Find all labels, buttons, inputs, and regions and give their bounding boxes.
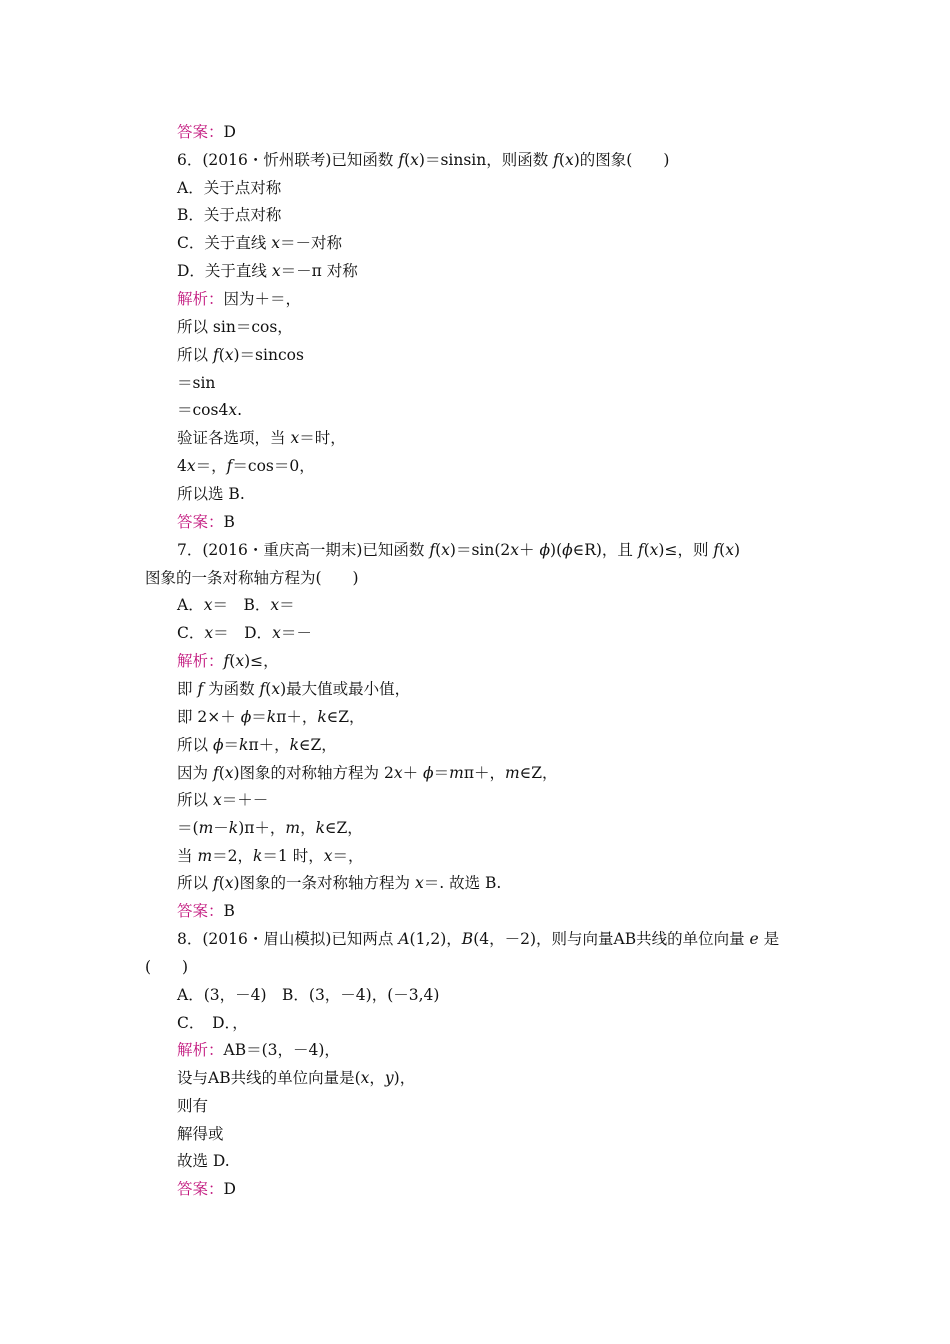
text-run: ＝－π 对称 [280, 262, 358, 280]
text-line [177, 540, 740, 560]
text-run: x [271, 262, 281, 280]
text-run: B [223, 902, 235, 920]
text-line [145, 568, 359, 588]
text-run: x [360, 1069, 370, 1087]
text-run: B [223, 513, 235, 531]
text-run: x [224, 764, 234, 782]
text-run: x [649, 541, 659, 559]
text-line [177, 929, 779, 949]
text-run: 验证各选项，当 [177, 429, 291, 447]
text-run: k [315, 819, 326, 837]
text-run: m [505, 764, 520, 782]
text-run: ( [229, 652, 236, 670]
text-run: D [223, 1180, 236, 1198]
text-line [177, 345, 304, 365]
text-line [177, 400, 242, 420]
text-line [177, 707, 365, 727]
text-run: f [212, 346, 219, 364]
text-run: ， [369, 1069, 385, 1087]
text-run: － [213, 819, 229, 837]
text-line [177, 679, 410, 699]
text-run: x [414, 874, 424, 892]
text-run: 是 [758, 930, 780, 948]
text-run: C．关于直线 [177, 234, 272, 252]
text-run: π＋， [276, 708, 318, 726]
text-run: )图象的一条对称轴方程为 [233, 874, 415, 892]
text-run: 6．(2016・忻州联考)已知函数 [177, 151, 399, 169]
text-run: π＋， [248, 736, 290, 754]
text-run: 当 [177, 847, 198, 865]
text-line [177, 1124, 224, 1144]
text-run: ∈Z， [326, 708, 365, 726]
text-run: 即 2×＋ [177, 708, 241, 726]
text-run: 则有 [177, 1097, 209, 1115]
text-line [177, 1040, 340, 1060]
text-run: B．关于点对称 [177, 206, 282, 224]
text-run: ＋ [402, 764, 424, 782]
text-run: ϕ [562, 541, 573, 559]
text-run: ( [435, 541, 442, 559]
text-run: ∈Z， [519, 764, 558, 782]
text-line [177, 1179, 236, 1199]
text-line [177, 484, 245, 504]
text-run: ( [643, 541, 650, 559]
text-run: 8．(2016・眉山模拟)已知两点 [177, 930, 399, 948]
text-run: ＝cos＝0， [232, 457, 315, 475]
text-run: ( [218, 874, 225, 892]
text-line [177, 985, 439, 1005]
text-run: 所以 [177, 874, 213, 892]
text-run: f [212, 874, 219, 892]
text-line [177, 1151, 230, 1171]
text-run: )≤，则 [658, 541, 714, 559]
text-run: 即 [177, 680, 198, 698]
text-run: x [204, 624, 214, 642]
text-run: ( [719, 541, 726, 559]
text-run: k [317, 708, 327, 726]
text-run: f [259, 680, 266, 698]
text-run: ( [558, 151, 565, 169]
text-run: )的图象( ) [573, 151, 670, 169]
text-run: x [725, 541, 734, 559]
text-run: k [239, 736, 249, 754]
text-run: 因为＋＝， [223, 290, 302, 308]
text-run: ( ) [145, 958, 189, 976]
text-line [177, 901, 235, 921]
text-run: x [270, 596, 280, 614]
text-run: )＝sinsin，则函数 [418, 151, 554, 169]
text-run: ＝sin [177, 374, 216, 392]
answer-label: 答案： [177, 123, 224, 141]
text-run: ( [265, 680, 272, 698]
text-run: ＝， [195, 457, 227, 475]
text-run: f [212, 764, 219, 782]
text-run: x [212, 791, 222, 809]
text-run: 解得或 [177, 1125, 224, 1143]
answer-label: 答案： [177, 902, 224, 920]
text-run: )图象的对称轴方程为 2 [233, 764, 394, 782]
text-run: ＝－ [280, 624, 312, 642]
text-run: 7．(2016・重庆高一期末)已知函数 [177, 541, 430, 559]
text-run: x [290, 429, 300, 447]
text-run: x [271, 234, 281, 252]
text-run: 图象的一条对称轴方程为( ) [145, 569, 359, 587]
text-run: )＝sincos [233, 346, 304, 364]
text-run: ＝ B． [212, 596, 271, 614]
text-run: f [197, 680, 204, 698]
text-run: C． [177, 624, 205, 642]
text-line [177, 456, 315, 476]
text-run: m [198, 819, 214, 837]
text-run: ( [404, 151, 411, 169]
answer-label: 答案： [177, 513, 224, 531]
text-run: x [272, 624, 281, 642]
text-line [177, 233, 342, 253]
answer-label: 解析： [177, 290, 224, 308]
text-run: ＝ [433, 764, 450, 782]
answer-label: 解析： [177, 652, 224, 670]
text-run: f [553, 151, 559, 169]
text-run: )， [393, 1069, 416, 1087]
text-run: ＝. 故选 B. [423, 874, 502, 892]
text-run: A [398, 930, 410, 948]
text-run: B [461, 930, 474, 948]
text-run: 故选 D. [177, 1152, 230, 1170]
text-run: f [429, 541, 436, 559]
text-run: AB＝(3，－4)， [223, 1041, 340, 1059]
text-run: D．关于直线 [177, 262, 272, 280]
text-run: ＝ [251, 708, 267, 726]
text-run: 设与AB共线的单位向量是( [177, 1069, 361, 1087]
text-line [177, 623, 312, 643]
text-run: m [449, 764, 464, 782]
text-run: 为函数 [203, 680, 260, 698]
text-line [177, 289, 301, 309]
text-line [177, 205, 281, 225]
text-run: k [228, 819, 239, 837]
text-run: ＝cos4 [177, 401, 229, 419]
text-run: ＝ D． [213, 624, 273, 642]
text-run: ＝时， [299, 429, 346, 447]
text-line [177, 150, 669, 170]
text-run: ＝( [177, 819, 199, 837]
text-line [145, 957, 188, 977]
text-run: ＝， [332, 847, 364, 865]
text-run: 所以选 B. [177, 485, 245, 503]
text-run: f [398, 151, 405, 169]
text-run: )最大值或最小值， [280, 680, 411, 698]
text-run: ϕ [423, 764, 434, 782]
text-run: ( [218, 764, 225, 782]
text-run: x [271, 680, 281, 698]
text-run: 所以 sin＝cos， [177, 318, 293, 336]
text-line [177, 846, 363, 866]
text-run: x [186, 457, 196, 475]
answer-label: 答案： [177, 1180, 224, 1198]
text-run: x [224, 874, 234, 892]
text-run: x [441, 541, 450, 559]
text-run: ) [733, 541, 740, 559]
text-line [177, 1013, 248, 1033]
text-line [177, 373, 215, 393]
text-run: ∈Z， [325, 819, 363, 837]
text-run: x [323, 847, 333, 865]
text-run: )π＋， [238, 819, 286, 837]
text-run: D [223, 123, 236, 141]
text-run: π＋， [463, 764, 506, 782]
text-run: ＋ [519, 541, 540, 559]
text-run: x [224, 346, 234, 364]
text-run: 因为 [177, 764, 213, 782]
text-run: f [637, 541, 644, 559]
text-run: ＝2， [212, 847, 254, 865]
text-run: ＝1 时， [262, 847, 324, 865]
text-run: f [223, 652, 230, 670]
text-line [177, 261, 358, 281]
text-run: e [749, 930, 759, 948]
text-run: ＝ [279, 596, 295, 614]
text-line [177, 1068, 415, 1088]
text-run: k [266, 708, 277, 726]
text-line [177, 512, 235, 532]
text-run: x [564, 151, 574, 169]
text-line [177, 790, 268, 810]
text-run: f [226, 457, 233, 475]
text-run: ＝ [223, 736, 240, 754]
text-run: )≤， [244, 652, 279, 670]
text-line [177, 735, 337, 755]
text-line [177, 595, 295, 615]
text-run: x [203, 596, 213, 614]
text-line [177, 873, 501, 893]
text-run: x [410, 151, 419, 169]
text-run: ϕ [212, 736, 224, 754]
text-run: . [237, 401, 243, 419]
text-line [177, 1096, 208, 1116]
text-run: x [235, 652, 245, 670]
text-run: ＝－对称 [280, 234, 343, 252]
text-run: A．关于点对称 [177, 179, 282, 197]
text-run: (1,2)， [409, 930, 462, 948]
text-run: ＝＋－ [221, 791, 269, 809]
text-line [177, 818, 363, 838]
text-run: C． D．， [177, 1014, 248, 1032]
text-run: )( [550, 541, 563, 559]
text-run: ( [218, 346, 225, 364]
text-line [177, 651, 279, 671]
text-line [177, 178, 281, 198]
text-run: 所以 [177, 791, 213, 809]
text-line [177, 317, 293, 337]
text-run: ϕ [240, 708, 252, 726]
text-run: 4 [177, 457, 187, 475]
text-run: ， [300, 819, 316, 837]
text-run: 所以 [177, 346, 213, 364]
text-run: x [228, 401, 238, 419]
text-run: )＝sin(2 [449, 541, 511, 559]
text-run: m [285, 819, 301, 837]
text-line [177, 763, 557, 783]
text-run: f [713, 541, 720, 559]
text-line [177, 428, 346, 448]
text-run: ∈Z， [299, 736, 337, 754]
text-run: x [510, 541, 520, 559]
text-run: k [289, 736, 300, 754]
answer-label: 解析： [177, 1041, 224, 1059]
text-run: A．(3，－4) B．(3，－4)，(－3,4) [177, 986, 440, 1004]
text-run: 所以 [177, 736, 213, 754]
text-run: m [197, 847, 213, 865]
text-run: ∈R)，且 [572, 541, 638, 559]
text-run: x [393, 764, 403, 782]
text-line [177, 122, 236, 142]
text-run: A． [177, 596, 204, 614]
text-run: y [384, 1069, 394, 1087]
text-run: ϕ [539, 541, 551, 559]
text-run: k [253, 847, 263, 865]
text-run: (4，－2)，则与向量AB共线的单位向量 [473, 930, 750, 948]
